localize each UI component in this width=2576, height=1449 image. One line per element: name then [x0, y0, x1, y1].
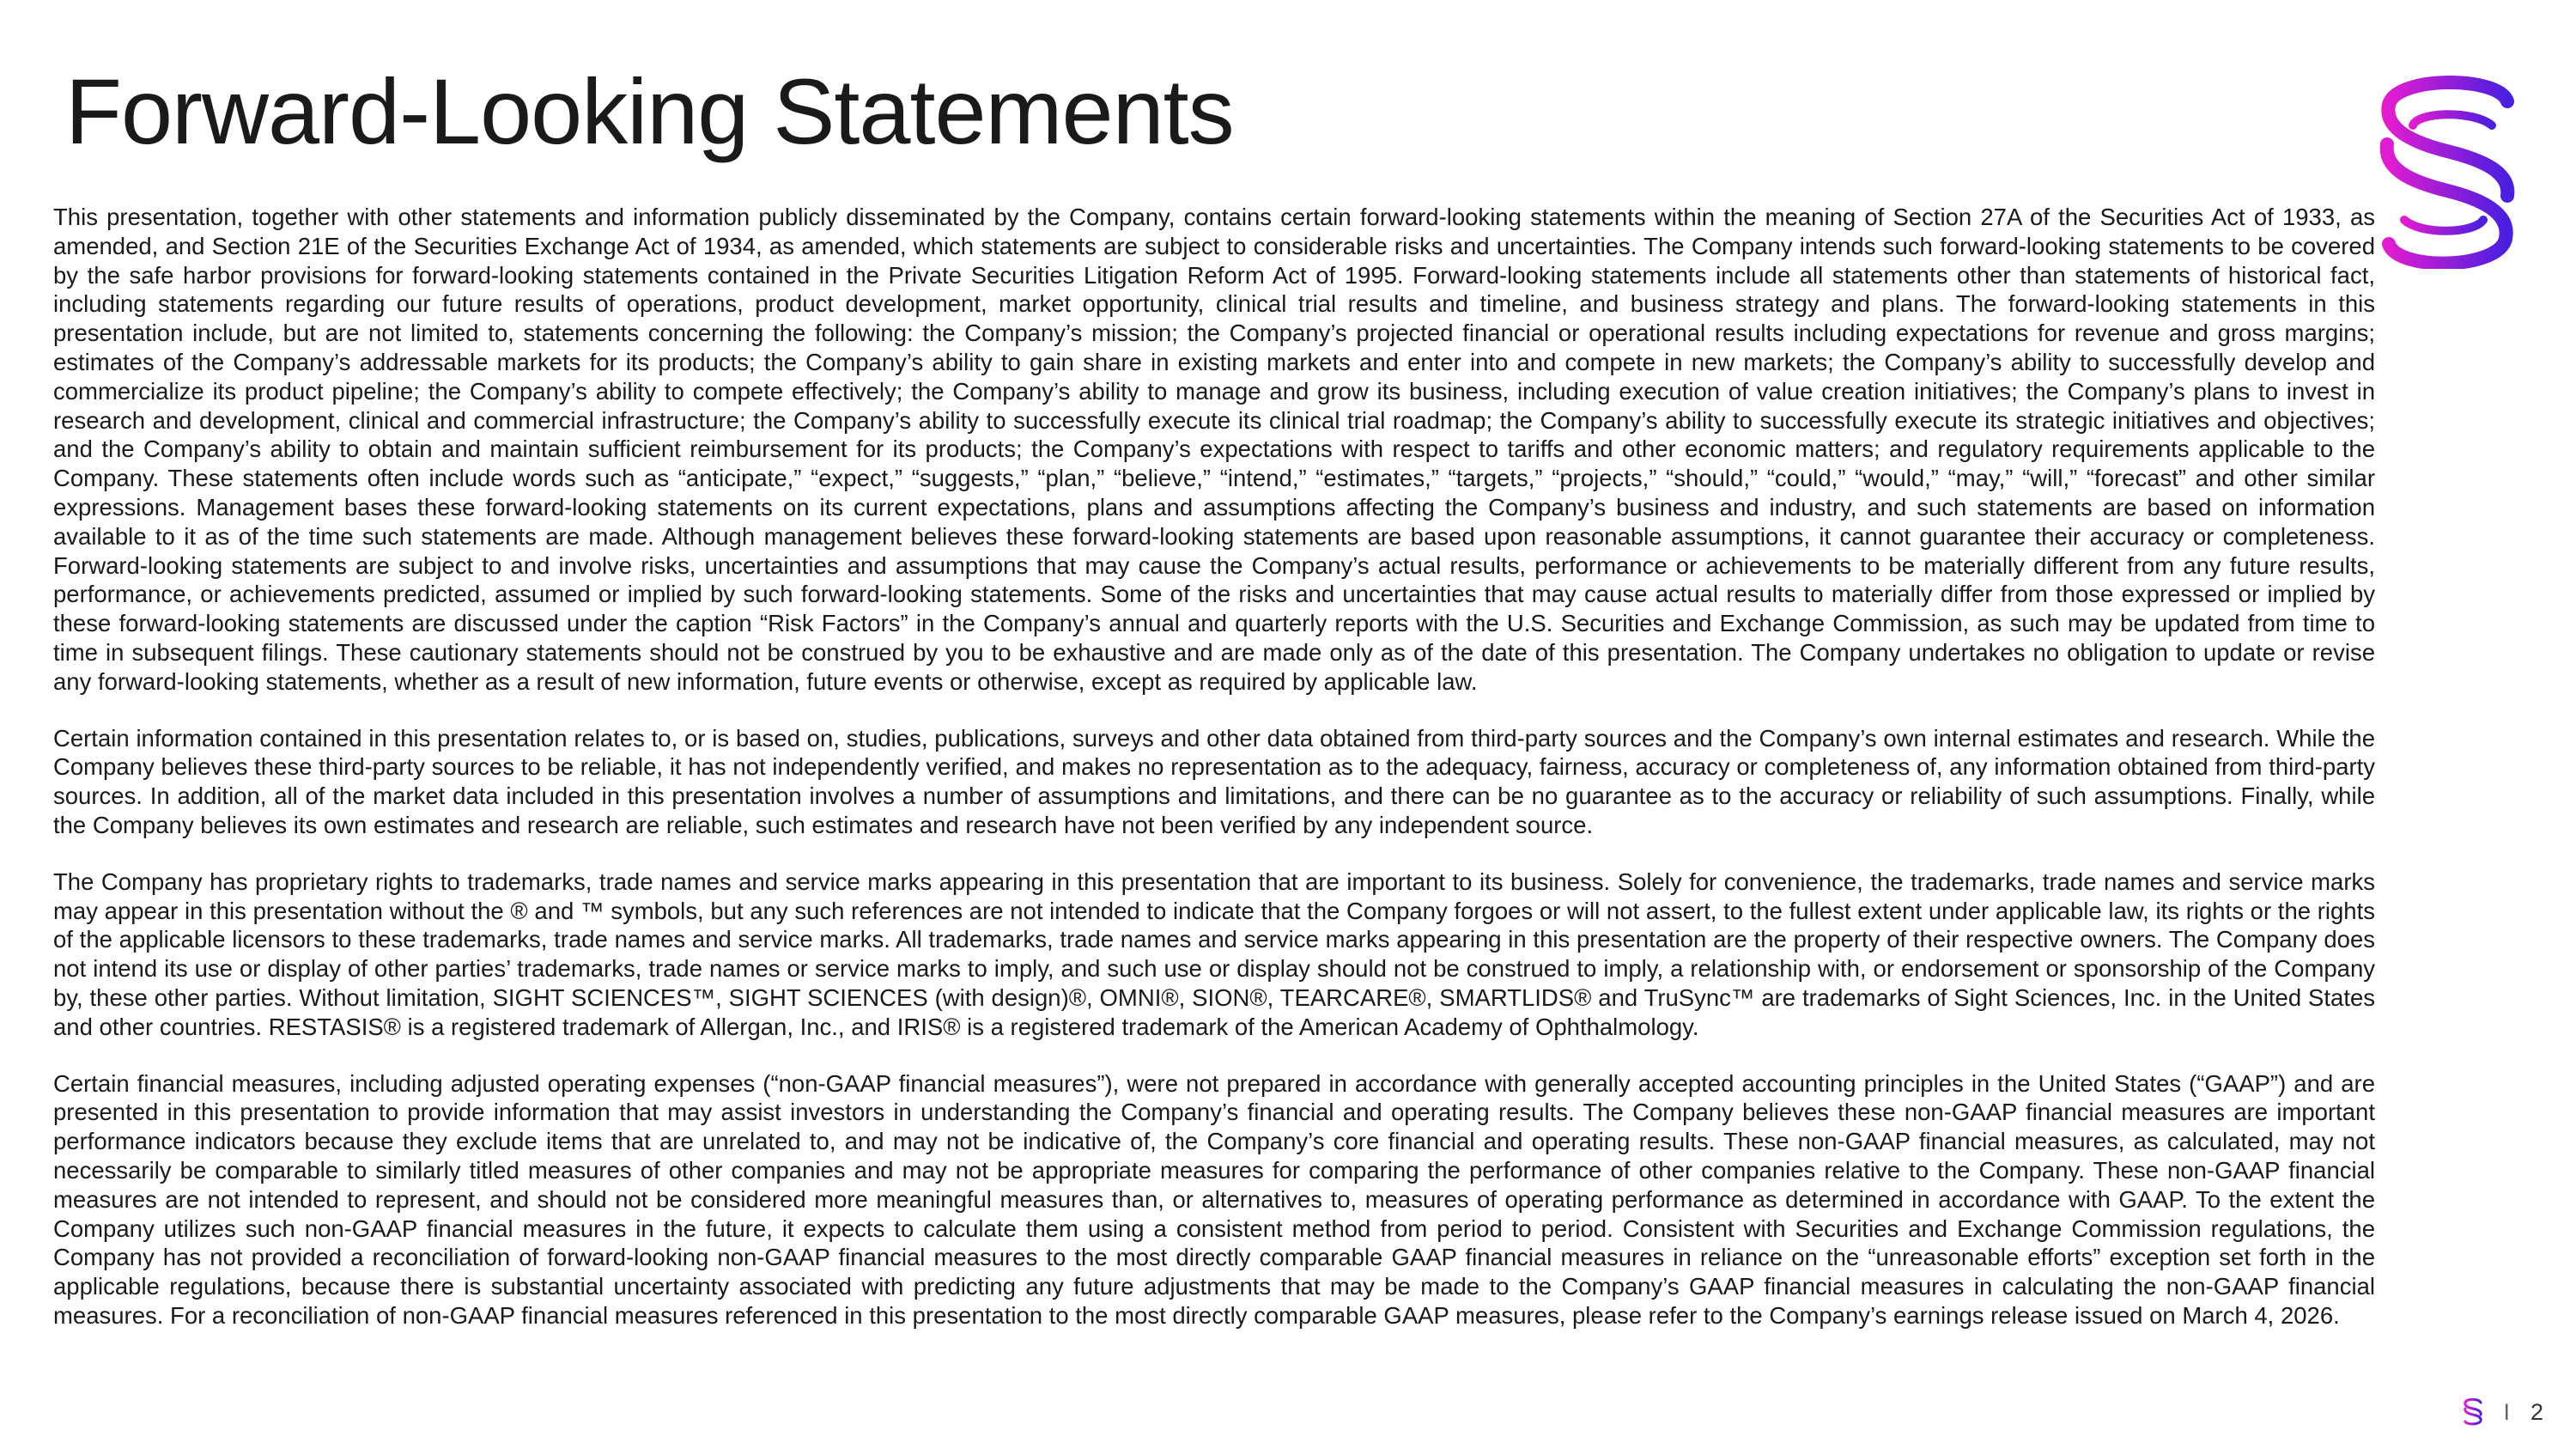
page-number: 2	[2530, 1398, 2543, 1425]
non-gaap-paragraph: Certain financial measures, including adjusted operating expenses (“non-GAAP financial measures”), were not prepared in accordance with generally accepted accounting principles in the United States (“GAAP”) and are presented in this presentation to provide information that may assist investors in understanding the Company’s financial and operating results. The Company believes these non-GAAP financial measures are important performance indicators because they exclude items that are unrelated to, and may not be indicative of, the Company’s core financial and operating results. These non-GAAP financial measures, as calculated, may not necessarily be comparable to similarly titled measures of other companies and may not be appropriate measures for comparing the performance of other companies relative to the Company. These non-GAAP financial measures are not intended to represent, and should not be considered more meaningful measures than, or alternatives to, measures of operating performance as determined in accordance with GAAP. To the extent the Company utilizes such non-GAAP financial measures in the future, it expects to calculate them using a consistent method from period to period. Consistent with Securities and Exchange Commission regulations, the Company has not provided a reconciliation of forward-looking non-GAAP financial measures to the most directly comparable GAAP financial measures in reliance on the “unreasonable efforts” exception set forth in the applicable regulations, because there is substantial uncertainty associated with predicting any future adjustments that may be made to the Company’s GAAP financial measures in calculating the non-GAAP financial measures. For a reconciliation of non-GAAP financial measures referenced in this presentation to the most directly comparable GAAP measures, please refer to the Company’s earnings release issued on March 4, 2026.	[53, 1069, 2375, 1329]
third-party-data-paragraph: Certain information contained in this presentation relates to, or is based on, studies, publications, surveys and other data obtained from third-party sources and the Company’s own internal estimates and research. While the Company believes these third-party sources to be reliable, it has not independently verified, and makes no representation as to the adequacy, fairness, accuracy or completeness of, any information obtained from third-party sources. In addition, all of the market data included in this presentation involves a number of assumptions and limitations, and there can be no guarantee as to the accuracy or reliability of such assumptions. Finally, while the Company believes its own estimates and research are reliable, such estimates and research have not been verified by any independent source.	[53, 724, 2375, 838]
footer-separator: I	[2503, 1398, 2510, 1425]
sight-sciences-s-logo-icon	[2379, 76, 2516, 269]
forward-looking-paragraph: This presentation, together with other statements and information publicly disseminated by the Company, contains certain forward-looking statements within the meaning of Section 27A of the Securities Act of 1933, as amended, and Section 21E of the Securities Exchange Act of 1934, as amended, which statements are subject to considerable risks and uncertainties. The Company intends such forward-looking statements to be covered by the safe harbor provisions for forward-looking statements contained in the Private Securities Litigation Reform Act of 1995. Forward-looking statements include all statements other than statements of historical fact, including statements regarding our future results of operations, product development, market opportunity, clinical trial results and timeline, and business strategy and plans. The forward-looking statements in this presentation include, but are not limited to, statements concerning the following: the Company’s mission; the Company’s projected financial or operational results including expectations for revenue and gross margins; estimates of the Company’s addressable markets for its products; the Company’s ability to gain share in existing markets and enter into and compete in new markets; the Company’s ability to successfully develop and commercialize its product pipeline; the Company’s ability to compete effectively; the Company’s ability to manage and grow its business, including execution of value creation initiatives; the Company’s plans to invest in research and development, clinical and commercial infrastructure; the Company’s ability to successfully execute its clinical trial roadmap; the Company’s ability to successfully execute its strategic initiatives and objectives; and the Company’s ability to obtain and maintain sufficient reimbursement for its products; the Company’s expectations with respect to tariffs and other economic matters; and regulatory requirements applicable to the Company. These statements often include words such as “anticipate,” “expect,” “suggests,” “plan,” “believe,” “intend,” “estimates,” “targets,” “projects,” “should,” “could,” “would,” “may,” “will,” “forecast” and other similar expressions. Management bases these forward-looking statements on its current expectations, plans and assumptions affecting the Company’s business and industry, and such statements are based on information available to it as of the time such statements are made. Although management believes these forward-looking statements are based upon reasonable assumptions, it cannot guarantee their accuracy or completeness. Forward-looking statements are subject to and involve risks, uncertainties and assumptions that may cause the Company’s actual results, performance or achievements to be materially different from any future results, performance, or achievements predicted, assumed or implied by such forward-looking statements. Some of the risks and uncertainties that may cause actual results to materially differ from those expressed or implied by these forward-looking statements are discussed under the caption “Risk Factors” in the Company’s annual and quarterly reports with the U.S. Securities and Exchange Commission, as such may be updated from time to time in subsequent filings. These cautionary statements should not be construed by you to be exhaustive and are made only as of the date of this presentation. The Company undertakes no obligation to update or revise any forward-looking statements, whether as a result of new information, future events or otherwise, except as required by applicable law.	[53, 204, 2375, 695]
sight-sciences-mini-logo-icon	[2464, 1398, 2482, 1426]
slide-footer	[2464, 1395, 2543, 1429]
disclaimer-body	[53, 203, 2375, 1358]
trademarks-paragraph: The Company has proprietary rights to trademarks, trade names and service marks appearing in this presentation that are important to its business. Solely for convenience, the trademarks, trade names and service marks may appear in this presentation without the ® and ™ symbols, but any such references are not intended to indicate that the Company forgoes or will not assert, to the fullest extent under applicable law, its rights or the rights of the applicable licensors to these trademarks, trade names and service marks. All trademarks, trade names and service marks appearing in this presentation are the property of their respective owners. The Company does not intend its use or display of other parties’ trademarks, trade names or service marks to imply, and such use or display should not be construed to imply, a relationship with, or endorsement or sponsorship of the Company by, these other parties. Without limitation, SIGHT SCIENCES™, SIGHT SCIENCES (with design)®, OMNI®, SION®, TEARCARE®, SMARTLIDS® and TruSync™ are trademarks of Sight Sciences, Inc. in the United States and other countries. RESTASIS® is a registered trademark of Allergan, Inc., and IRIS® is a registered trademark of the American Academy of Ophthalmology.	[53, 868, 2375, 1040]
page-title: Forward-Looking Statements	[65, 59, 1234, 163]
